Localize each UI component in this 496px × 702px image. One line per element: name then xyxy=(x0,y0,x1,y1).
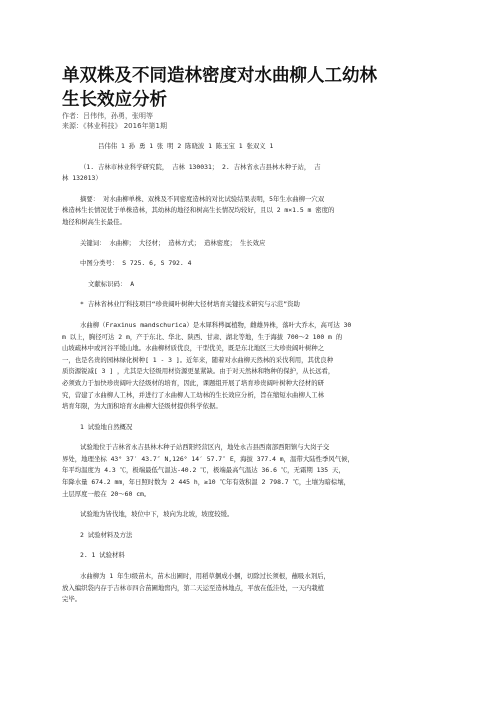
intro-line: 必须致力于加快珍贵阔叶大径级材的培育，因此，课题组开展了培育珍贵阔叶树种大径材的研 xyxy=(62,378,325,387)
site-description-line: 土层厚度一般在 20～60 cm。 xyxy=(62,489,151,498)
document-code-line: 文献标识码： A xyxy=(88,279,135,288)
article-source-meta: 来源：《林业科技》 2016年第1期 xyxy=(62,122,167,130)
materials-line: 放入编织袋内存于吉林市四合苗圃地窖内，第二天运至造林地点，平放在低洼处，一天内栽植 xyxy=(62,583,325,592)
affiliation-line: （1. 吉林市林业科学研究院， 吉林 130031； 2. 吉林省永吉县林木种子站， 吉 xyxy=(80,162,321,171)
abstract-line: 地径和树高生长最佳。 xyxy=(62,217,126,226)
materials-line: 水曲柳为 1 年生Ⅰ级苗木，苗木出圃时，用稻草捆成小捆，切除过长须根，蘸吸水剂后， xyxy=(80,572,330,581)
intro-line: 究，营建了水曲柳人工林，并进行了水曲柳人工幼林的生长效应分析，旨在缩短水曲柳人工林 xyxy=(62,390,325,399)
article-title xyxy=(62,64,442,112)
site-description-line: 界处，地理坐标 43° 37′ 43.7″ N,126° 14′ 57.7″ E，海拔 377.4 m，温带大陆性季风气候， xyxy=(62,454,354,463)
article-title-line-1: 单双株及不同造林密度对水曲柳人工幼林 xyxy=(62,66,377,86)
affiliation-line: 林 132013） xyxy=(62,174,102,183)
intro-line: 一，也是名贵的园林绿化树种[ 1 - 3 ]。近年来，随着对水曲柳天然林的采伐利用，其优良种 xyxy=(62,355,334,364)
materials-line: 完毕。 xyxy=(62,595,82,604)
keywords-line: 关键词： 水曲柳； 大径材； 造林方式； 造林密度； 生长效应 xyxy=(80,238,266,247)
section-heading-2: 2 试验材料及方法 xyxy=(80,530,133,539)
intro-line: 质资源锐减[ 3 ] ，尤其是大径级用材资源更显紧缺。由于对天然林和物种的保护，从长远看， xyxy=(62,367,335,376)
fund-note: * 吉林省林业厅科技项目“珍贵阔叶树种大径材培育关键技术研究与示范”资助 xyxy=(80,300,300,309)
site-description-line-2: 试验地为皆伐地，坡位中下，坡向为北坡，坡度较缓。 xyxy=(80,510,234,519)
abstract-line: 摘要： 对水曲柳单株、双株及不同密度造林的对比试验结果表明，5年生水曲柳一穴双 xyxy=(80,194,325,203)
intro-line: m 以上，胸径可达 2 m，产于东北、华北、陕西、甘肃、湖北等地，生于海拔 700～2 100 m 的 xyxy=(62,332,343,341)
section-heading-2-1: 2. 1 试验材料 xyxy=(80,551,125,560)
intro-line: 水曲柳（Fraxinus mandschurica）是木犀科梣属植物，雌雄异株，落叶大乔木，高可达 30 xyxy=(80,320,352,329)
article-authors-meta: 作者：吕伟伟，孙勇，张明等 xyxy=(62,112,153,120)
site-description-line: 年降水量 674.2 mm，年日照时数为 2 445 h，≥10 ℃年有效积温 2 798.7 ℃，土壤为暗棕壤， xyxy=(62,478,350,487)
site-description-line: 年平均温度为 4.3 ℃，极端最低气温达-40.2 ℃，极端最高气温达 36.6 ℃，无霜期 135 天， xyxy=(62,466,345,475)
article-title-line-2: 生长效应分析 xyxy=(62,90,167,110)
abstract-line: 株造林生长情况优于单株造林，其幼林的地径和树高生长情况均较好，且以 2 m×1.5 m 密度的 xyxy=(62,206,335,215)
intro-line: 山坡疏林中或河谷平缓山地。水曲柳材质优良，干型优美，既是东北地区三大珍贵阔叶树种之 xyxy=(62,344,325,353)
article-body xyxy=(62,141,440,606)
section-heading-1: 1 试验地自然概况 xyxy=(80,422,133,431)
authors-line: 吕伟伟 1 孙 勇 1 张 明 2 陈晓波 1 陈玉宝 1 张双义 1 xyxy=(98,142,274,150)
site-description-line: 试验地位于吉林省永吉县林木种子站西阳经营区内，地处永吉县西南部西阳镇与大岗子交 xyxy=(80,443,330,452)
classification-line: 中图分类号： S 725. 6, S 792. 4 xyxy=(80,259,192,268)
intro-line: 培育年限，为大面积培育水曲柳大径级材提供科学依据。 xyxy=(62,402,222,411)
